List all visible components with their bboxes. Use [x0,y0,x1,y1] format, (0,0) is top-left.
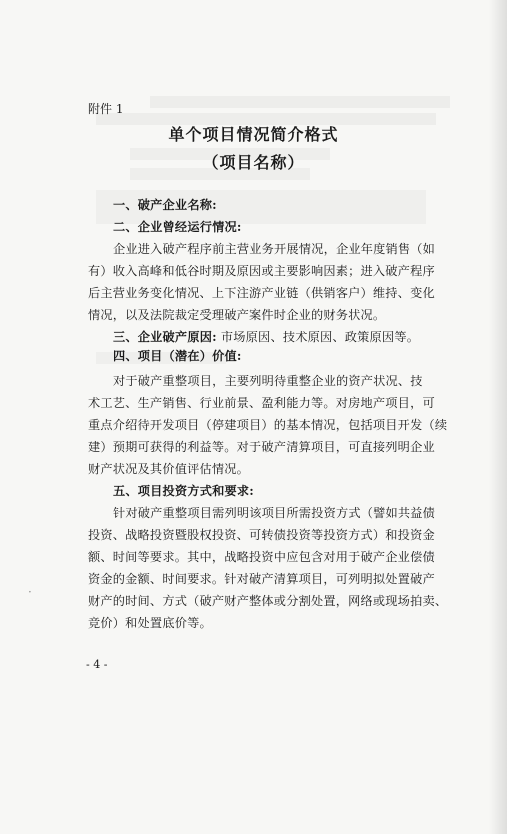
section-heading-4: 四、项目（潜在）价值: [113,349,242,363]
section-heading-2: 二、企业曾经运行情况: [113,220,242,234]
body-line: 有）收入高峰和低谷时期及原因或主要影响因素；进入破产程序 [88,264,435,278]
bleed-through-text [150,96,450,108]
body-line: 投资、战略投资暨股权投资、可转债投资等投资方式）和投资金 [88,528,435,542]
body-line: 重点介绍待开发项目（停建项目）的基本情况，包括项目开发（续 [88,418,448,432]
section-heading-1: 一、破产企业名称: [113,198,217,212]
body-line: 后主营业务变化情况、上下注游产业链（供销客户）维持、变化 [88,286,435,300]
body-line: 针对破产重整项目需列明该项目所需投资方式（譬如共益债 [113,506,436,520]
document-subtitle: （项目名称） [202,153,305,172]
body-line: 财产的时间、方式（破产财产整体或分割处置，网络或现场拍卖、 [88,594,448,608]
section-heading-3: 三、企业破产原因: [113,330,217,344]
body-line: 财产状况及其价值评估情况。 [88,462,250,476]
body-line: 额、时间等要求。其中，战略投资中应包含对用于破产企业偿债 [88,550,435,564]
section-line-3 [113,328,419,345]
section-3-text: 市场原因、技术原因、政策原因等。 [220,330,420,344]
page-number: - 4 - [86,658,108,671]
body-line: 企业进入破产程序前主营业务开展情况，企业年度销售（如 [113,242,436,256]
body-line: 对于破产重整项目，主要列明待重整企业的资产状况、技 [113,374,423,388]
body-line: 建）预期可获得的利益等。对于破产清算项目，可直接列明企业 [88,440,435,454]
section-heading-5: 五、项目投资方式和要求: [113,484,254,498]
body-line: 资金的金额、时间要求。针对破产清算项目，可列明拟处置破产 [88,572,435,586]
body-line: 情况，以及法院裁定受理破产案件时企业的财务状况。 [88,308,386,322]
body-line: 竞价）和处置底价等。 [88,616,212,630]
body-line: 术工艺、生产销售、行业前景、盈利能力等。对房地产项目，可 [88,396,435,410]
document-title: 单个项目情况简介格式 [168,125,339,144]
attachment-label: 附件 1 [88,102,124,116]
margin-mark: · [28,585,32,599]
